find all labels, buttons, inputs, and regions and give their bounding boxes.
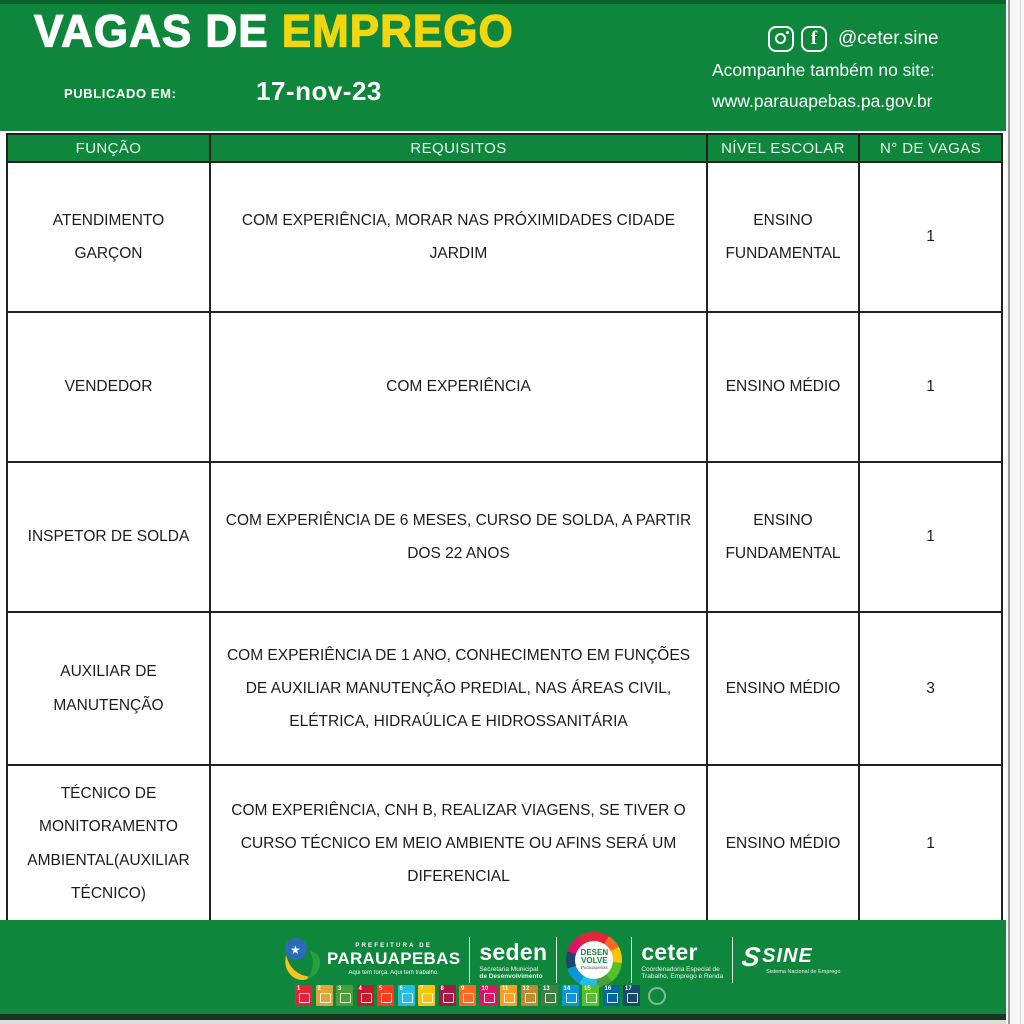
table-body bbox=[7, 162, 1002, 922]
col-header-requisitos: REQUISITOS bbox=[210, 134, 707, 162]
col-header-n-de-vagas: N° DE VAGAS bbox=[859, 134, 1002, 162]
cell-funcao: TÉCNICO DE MONITORAMENTO AMBIENTAL(AUXILIAR TÉCNICO) bbox=[7, 765, 210, 922]
sdg-goal-number: 10 bbox=[481, 986, 489, 992]
sdg-goal-number: 9 bbox=[461, 986, 465, 992]
sdg-goal-13-tile bbox=[541, 985, 558, 1006]
seden-subtitle-2: de Desenvolvimento bbox=[479, 973, 543, 981]
desenvolve-logo-center bbox=[575, 941, 613, 979]
parauapebas-emblem-icon bbox=[283, 937, 321, 983]
sdg-goal-number: 15 bbox=[584, 986, 591, 992]
sdg-row bbox=[295, 985, 666, 1006]
seden-name: seden bbox=[479, 939, 548, 966]
sdg-goal-number: 4 bbox=[358, 986, 362, 992]
sine-s-icon: S bbox=[740, 941, 763, 972]
cell-n-de-vagas: 1 bbox=[859, 462, 1002, 612]
social-row bbox=[768, 26, 939, 52]
desenvolve-line1: DESEN bbox=[580, 948, 609, 958]
desenvolve-line2: VOLVE bbox=[581, 956, 608, 966]
facebook-icon: f bbox=[801, 26, 827, 52]
ceter-logo-block bbox=[641, 939, 723, 980]
seden-subtitle-1: Secretaria Municipal bbox=[479, 965, 539, 973]
table-row bbox=[7, 462, 1002, 612]
vacancies-table bbox=[6, 133, 1003, 923]
prefeitura-tagline: Aqui tem força. Aqui tem trabalho. bbox=[348, 970, 439, 977]
published-date: 17-nov-23 bbox=[256, 76, 382, 106]
cell-n-de-vagas: 1 bbox=[859, 312, 1002, 462]
sdg-goal-number: 8 bbox=[440, 986, 444, 992]
instagram-icon bbox=[768, 26, 794, 52]
col-header-funcao: FUNÇÃO bbox=[7, 134, 210, 162]
cell-requisitos: COM EXPERIÊNCIA DE 1 ANO, CONHECIMENTO EM FUNÇÕES DE AUXILIAR MANUTENÇÃO PREDIAL, NAS ÁREAS CIVIL, ELÉTRICA, HIDRAÚLICA E HIDROSSANITÁRIA bbox=[210, 612, 707, 765]
prefeitura-text bbox=[327, 943, 460, 977]
sdg-goal-1-tile bbox=[295, 985, 312, 1006]
sine-logo-top bbox=[740, 941, 813, 972]
sdg-goal-15-tile bbox=[582, 985, 599, 1006]
ceter-subtitle-1: Coordenadoria Especial de bbox=[641, 965, 720, 973]
sine-subtitle: Sistema Nacional de Emprego bbox=[766, 969, 841, 976]
table-row bbox=[7, 162, 1002, 312]
desenvolve-logo bbox=[566, 932, 622, 988]
published-label: PUBLICADO EM: bbox=[64, 86, 177, 101]
sdg-goal-number: 5 bbox=[379, 986, 383, 992]
desenvolve-line3: Parauapebas bbox=[580, 965, 608, 971]
footer-logo-strip bbox=[283, 932, 840, 988]
table-row bbox=[7, 765, 1002, 922]
sdg-goal-14-tile bbox=[562, 985, 579, 1006]
sdg-goal-5-tile bbox=[377, 985, 394, 1006]
sdg-goal-number: 3 bbox=[338, 986, 342, 992]
cell-requisitos: COM EXPERIÊNCIA, CNH B, REALIZAR VIAGENS, SE TIVER O CURSO TÉCNICO EM MEIO AMBIENTE OU AFINS SERÁ UM DIFERENCIAL bbox=[210, 765, 707, 922]
sdg-goal-number: 16 bbox=[604, 986, 612, 992]
prefeitura-de-label: PREFEITURA DE bbox=[355, 943, 433, 950]
logo-divider bbox=[732, 937, 733, 983]
cell-requisitos: COM EXPERIÊNCIA DE 6 MESES, CURSO DE SOLDA, A PARTIR DOS 22 ANOS bbox=[210, 462, 707, 612]
sdg-goal-number: 17 bbox=[625, 986, 632, 992]
sdg-goal-number: 11 bbox=[502, 986, 509, 992]
prefeitura-name: PARAUAPEBAS bbox=[327, 948, 461, 968]
cell-nivel-escolar: ENSINO MÉDIO bbox=[707, 765, 859, 922]
sdg-goal-16-tile bbox=[603, 985, 620, 1006]
cell-funcao: AUXILIAR DE MANUTENÇÃO bbox=[7, 612, 210, 765]
sdg-goal-number: 1 bbox=[297, 986, 301, 992]
svg-text:★: ★ bbox=[290, 943, 301, 957]
page-bottom-edge bbox=[0, 1020, 1024, 1024]
sdg-goal-3-tile bbox=[336, 985, 353, 1006]
table-row bbox=[7, 312, 1002, 462]
cell-nivel-escolar: ENSINO MÉDIO bbox=[707, 312, 859, 462]
cell-requisitos: COM EXPERIÊNCIA, MORAR NAS PRÓXIMIDADES CIDADE JARDIM bbox=[210, 162, 707, 312]
cell-funcao: INSPETOR DE SOLDA bbox=[7, 462, 210, 612]
sdg-goal-11-tile bbox=[500, 985, 517, 1006]
sdg-goal-9-tile bbox=[459, 985, 476, 1006]
page-right-edge-line bbox=[1008, 0, 1010, 1024]
sdg-goal-12-tile bbox=[521, 985, 538, 1006]
cell-n-de-vagas: 1 bbox=[859, 765, 1002, 922]
table-row bbox=[7, 612, 1002, 765]
sdg-goal-number: 13 bbox=[543, 986, 550, 992]
seden-logo-block bbox=[479, 939, 547, 980]
title-emprego: EMPREGO bbox=[281, 6, 514, 57]
sdg-goal-4-tile bbox=[357, 985, 374, 1006]
sine-logo-block bbox=[740, 941, 841, 976]
sdg-goal-7-tile bbox=[418, 985, 435, 1006]
cell-nivel-escolar: ENSINO MÉDIO bbox=[707, 612, 859, 765]
cell-funcao: ATENDIMENTO GARÇON bbox=[7, 162, 210, 312]
title-vagas-de: VAGAS DE bbox=[34, 6, 269, 57]
table-header-row bbox=[7, 134, 1002, 162]
ceter-subtitle-2: Trabalho, Emprego e Renda bbox=[641, 973, 724, 981]
sdg-goal-8-tile bbox=[439, 985, 456, 1006]
sdg-wheel-emblem-icon bbox=[648, 987, 666, 1005]
prefeitura-logo-block bbox=[283, 937, 460, 983]
sdg-goal-10-tile bbox=[480, 985, 497, 1006]
cell-nivel-escolar: ENSINO FUNDAMENTAL bbox=[707, 462, 859, 612]
social-handle: @ceter.sine bbox=[838, 28, 939, 49]
sdg-goal-number: 7 bbox=[420, 986, 424, 992]
cell-n-de-vagas: 1 bbox=[859, 162, 1002, 312]
sine-name: SINE bbox=[762, 945, 813, 968]
cell-requisitos: COM EXPERIÊNCIA bbox=[210, 312, 707, 462]
col-header-nivel-escolar: NÍVEL ESCOLAR bbox=[707, 134, 859, 162]
footer-banner bbox=[0, 920, 1006, 1014]
cell-n-de-vagas: 3 bbox=[859, 612, 1002, 765]
logo-divider bbox=[631, 937, 632, 983]
sdg-goal-number: 2 bbox=[317, 986, 321, 992]
header-banner bbox=[0, 0, 1006, 131]
site-cta-text: Acompanhe também no site: bbox=[712, 60, 935, 80]
page-title bbox=[34, 6, 514, 58]
ceter-name: ceter bbox=[641, 939, 698, 966]
logo-divider bbox=[469, 937, 470, 983]
page-right-edge-line-2 bbox=[1020, 0, 1021, 1024]
cell-nivel-escolar: ENSINO FUNDAMENTAL bbox=[707, 162, 859, 312]
sdg-goal-2-tile bbox=[316, 985, 333, 1006]
sdg-goal-6-tile bbox=[398, 985, 415, 1006]
sdg-goal-number: 6 bbox=[399, 986, 403, 992]
sdg-goal-number: 14 bbox=[563, 986, 571, 992]
sdg-goal-number: 12 bbox=[522, 986, 530, 992]
cell-funcao: VENDEDOR bbox=[7, 312, 210, 462]
site-url: www.parauapebas.pa.gov.br bbox=[712, 91, 933, 111]
sdg-goal-17-tile bbox=[623, 985, 640, 1006]
logo-divider bbox=[556, 937, 557, 983]
